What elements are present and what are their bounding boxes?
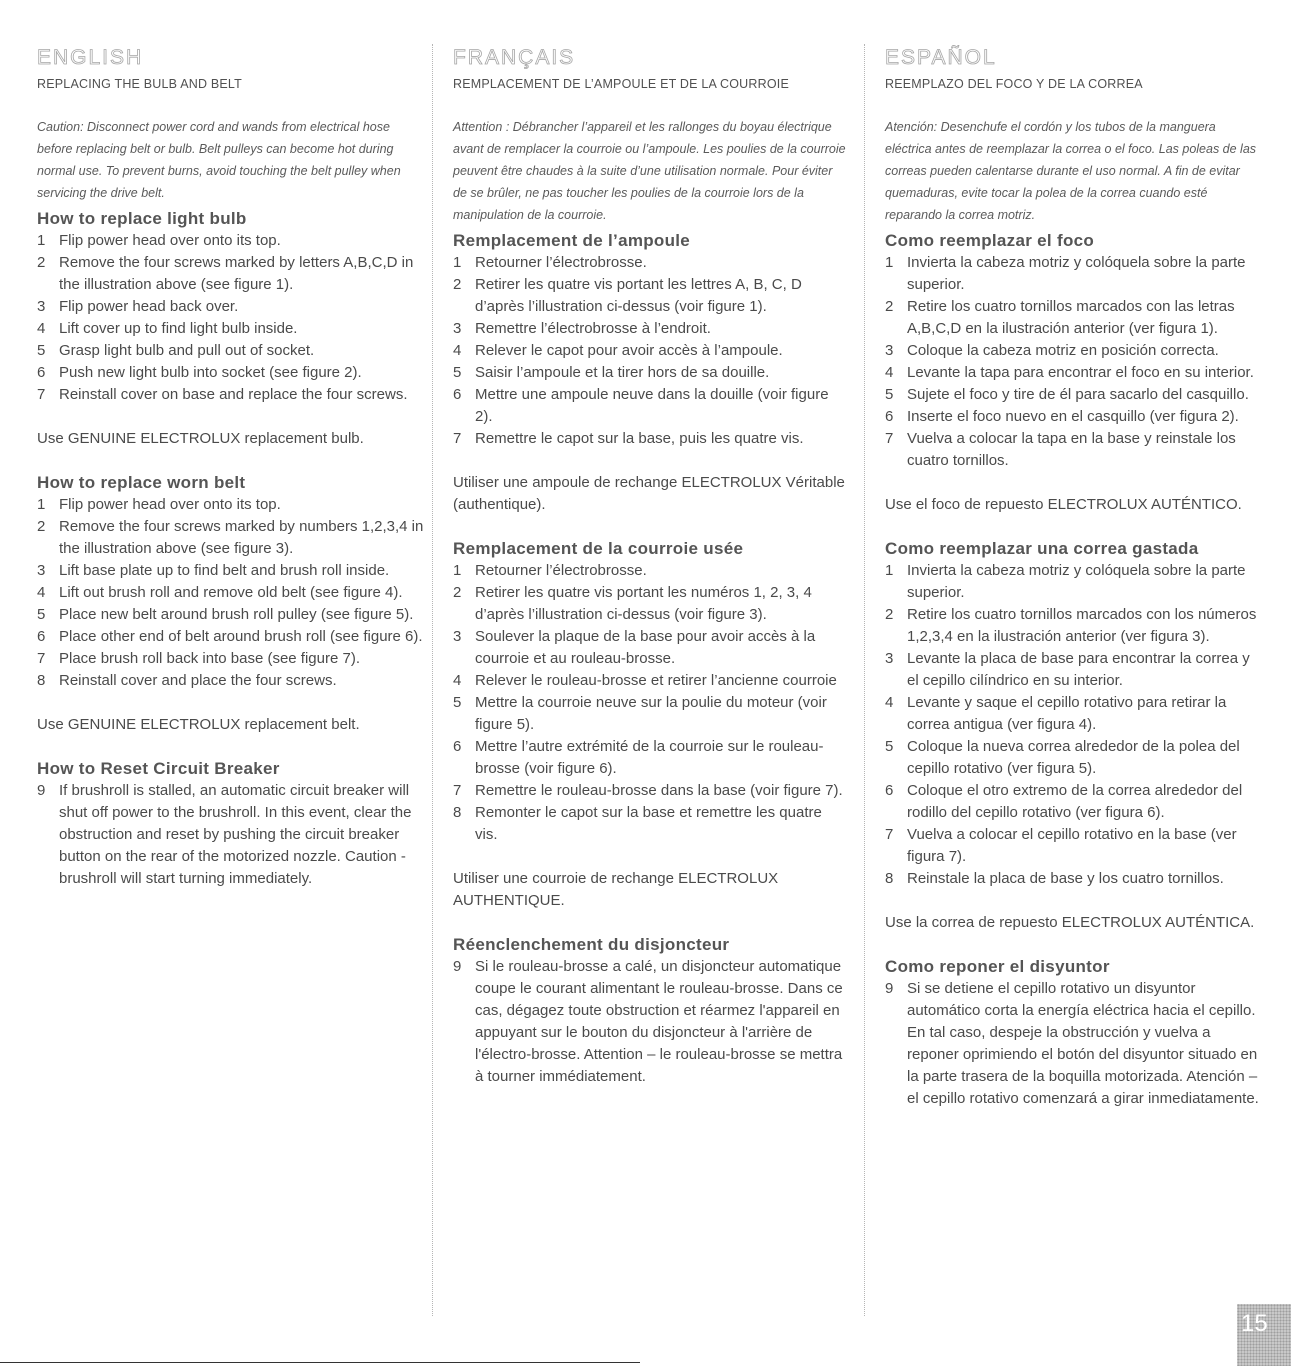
- caution-text: Caution: Disconnect power cord and wands from electrical hose before replacing belt or bulb. Belt pulleys can become hot during normal use. To prevent burns, avoid touching the belt pulley when servicing the drive belt.: [37, 120, 401, 200]
- step-item: [885, 604, 1265, 648]
- step-text: Mettre l’autre extrémité de la courroie sur le rouleau-brosse (voir figure 6).: [475, 738, 824, 777]
- belt-steps: [453, 560, 848, 846]
- step-number: 4: [37, 584, 46, 601]
- step-number: 6: [37, 364, 46, 381]
- breaker-heading: Réenclenchement du disjoncteur: [453, 935, 730, 954]
- step-item: [37, 604, 427, 626]
- step-item: [885, 868, 1265, 890]
- step-item: [453, 780, 848, 802]
- step-item: [885, 384, 1265, 406]
- step-text: Flip power head over onto its top.: [59, 496, 281, 513]
- step-text: Place new belt around brush roll pulley (see figure 5).: [59, 606, 414, 623]
- step-text: Vuelva a colocar el cepillo rotativo en la base (ver figura 7).: [907, 826, 1237, 865]
- bulb-steps: [37, 230, 427, 406]
- step-item: [885, 780, 1265, 824]
- step-item: [37, 560, 427, 582]
- bulb-heading: How to replace light bulb: [37, 209, 247, 228]
- step-item: [37, 296, 427, 318]
- step-item: [453, 582, 848, 626]
- step-text: Mettre une ampoule neuve dans la douille (voir figure 2).: [475, 386, 829, 425]
- step-number: 1: [885, 562, 894, 579]
- step-text: Place other end of belt around brush roll (see figure 6).: [59, 628, 423, 645]
- step-item: [453, 274, 848, 318]
- step-text: If brushroll is stalled, an automatic circuit breaker will shut off power to the brushroll. In this event, clear the obstruction and reset by pushing the circuit breaker button on the rear of the motorized nozzle. Caution - brushroll will start turning immediately.: [59, 782, 412, 887]
- step-text: Inserte el foco nuevo en el casquillo (ver figura 2).: [907, 408, 1239, 425]
- breaker-steps: [453, 956, 848, 1088]
- step-text: Mettre la courroie neuve sur la poulie du moteur (voir figure 5).: [475, 694, 827, 733]
- spanish-column: [885, 46, 1265, 1110]
- step-text: Vuelva a colocar la tapa en la base y reinstale los cuatro tornillos.: [907, 430, 1236, 469]
- step-number: 9: [37, 782, 46, 799]
- step-item: [37, 516, 427, 560]
- belt-steps: [37, 494, 427, 692]
- step-item: [885, 296, 1265, 340]
- step-item: [37, 494, 427, 516]
- step-item: [453, 956, 848, 1088]
- step-text: Invierta la cabeza motriz y colóquela sobre la parte superior.: [907, 254, 1246, 293]
- step-text: Grasp light bulb and pull out of socket.: [59, 342, 315, 359]
- step-text: Si se detiene el cepillo rotativo un disyuntor automático corta la energía eléctrica hacia el cepillo. En tal caso, despeje la obstrucción y vuelva a reponer oprimiendo el botón del disyuntor situado en la parte trasera de la boquilla motorizada. Atención – el cepillo rotativo comenzará a girar inmediatamente.: [907, 980, 1259, 1107]
- step-number: 6: [453, 738, 462, 755]
- step-text: Remove the four screws marked by letters A,B,C,D in the illustration above (see figure 1).: [59, 254, 414, 293]
- step-number: 7: [37, 386, 46, 403]
- step-text: Retirer les quatre vis portant les numéros 1, 2, 3, 4 d’après l’illustration ci-dessus (voir figure 3).: [475, 584, 812, 623]
- step-number: 5: [453, 364, 462, 381]
- step-item: [453, 692, 848, 736]
- step-number: 1: [453, 562, 462, 579]
- step-item: [37, 362, 427, 384]
- step-number: 7: [885, 826, 894, 843]
- step-number: 3: [37, 562, 46, 579]
- bottom-rule: [0, 1362, 640, 1363]
- step-item: [453, 802, 848, 846]
- step-number: 1: [885, 254, 894, 271]
- step-text: Reinstall cover on base and replace the four screws.: [59, 386, 408, 403]
- english-column: [37, 46, 427, 890]
- belt-heading: How to replace worn belt: [37, 473, 246, 492]
- step-text: Retourner l’électrobrosse.: [475, 562, 647, 579]
- step-item: [453, 560, 848, 582]
- step-item: [885, 736, 1265, 780]
- step-text: Remonter le capot sur la base et remettre les quatre vis.: [475, 804, 822, 843]
- step-item: [37, 626, 427, 648]
- step-text: Retire los cuatro tornillos marcados con las letras A,B,C,D en la ilustración anterior (ver figura 1).: [907, 298, 1235, 337]
- step-item: [885, 340, 1265, 362]
- step-text: Retirer les quatre vis portant les lettres A, B, C, D d’après l’illustration ci-dessus (voir figure 1).: [475, 276, 802, 315]
- step-item: [453, 318, 848, 340]
- step-number: 4: [37, 320, 46, 337]
- step-item: [37, 582, 427, 604]
- step-item: [885, 362, 1265, 384]
- step-number: 6: [885, 408, 894, 425]
- step-number: 9: [453, 958, 462, 975]
- step-text: Lift base plate up to find belt and brush roll inside.: [59, 562, 390, 579]
- step-number: 8: [885, 870, 894, 887]
- step-number: 7: [885, 430, 894, 447]
- step-text: Lift cover up to find light bulb inside.: [59, 320, 298, 337]
- step-number: 2: [453, 276, 462, 293]
- step-text: Levante la placa de base para encontrar la correa y el cepillo cilíndrico en su interior.: [907, 650, 1250, 689]
- belt-note: Utiliser une courroie de rechange ELECTROLUX AUTHENTIQUE.: [453, 870, 779, 909]
- step-number: 3: [885, 650, 894, 667]
- step-number: 5: [37, 606, 46, 623]
- bulb-steps: [453, 252, 848, 450]
- step-item: [885, 560, 1265, 604]
- step-number: 4: [885, 364, 894, 381]
- section-subtitle: REEMPLAZO DEL FOCO Y DE LA CORREA: [885, 77, 1143, 91]
- step-text: Coloque la nueva correa alrededor de la polea del cepillo rotativo (ver figura 5).: [907, 738, 1240, 777]
- step-item: [37, 318, 427, 340]
- belt-note: Use la correa de repuesto ELECTROLUX AUTÉNTICA.: [885, 914, 1255, 931]
- language-title: ENGLISH: [37, 46, 144, 69]
- caution-text: Atención: Desenchufe el cordón y los tubos de la manguera eléctrica antes de reemplazar la correa o el foco. Las poleas de las correas pueden calentarse durante el uso normal. A fin de evitar quemaduras, evite tocar la polea de la correa cuando esté reparando la correa motriz.: [885, 120, 1257, 222]
- step-number: 4: [885, 694, 894, 711]
- step-item: [885, 428, 1265, 472]
- step-item: [453, 340, 848, 362]
- step-item: [37, 670, 427, 692]
- caution-text: Attention : Débrancher l’appareil et les rallonges du boyau électrique avant de remplacer la courroie ou l’ampoule. Les poulies de la courroie peuvent être chaudes à la suite d’une utilisation normale. Pour éviter de se brûler, ne pas toucher les poulies de la courroie lors de la manipulation de la courroie.: [453, 120, 846, 222]
- step-number: 8: [453, 804, 462, 821]
- column-divider-left: [432, 44, 433, 1316]
- step-item: [37, 230, 427, 252]
- bulb-note: Use el foco de repuesto ELECTROLUX AUTÉNTICO.: [885, 496, 1242, 513]
- step-number: 6: [37, 628, 46, 645]
- step-text: Relever le capot pour avoir accès à l’ampoule.: [475, 342, 783, 359]
- step-number: 3: [37, 298, 46, 315]
- step-text: Remettre le capot sur la base, puis les quatre vis.: [475, 430, 804, 447]
- step-number: 7: [37, 650, 46, 667]
- bulb-steps: [885, 252, 1265, 472]
- step-number: 2: [37, 254, 46, 271]
- step-item: [37, 252, 427, 296]
- step-number: 6: [885, 782, 894, 799]
- step-number: 2: [885, 298, 894, 315]
- step-number: 4: [453, 342, 462, 359]
- step-text: Retourner l’électrobrosse.: [475, 254, 647, 271]
- step-number: 5: [37, 342, 46, 359]
- step-item: [885, 406, 1265, 428]
- french-column: [453, 46, 848, 1088]
- step-item: [453, 626, 848, 670]
- step-text: Push new light bulb into socket (see figure 2).: [59, 364, 362, 381]
- language-title: FRANÇAIS: [453, 46, 576, 69]
- step-number: 9: [885, 980, 894, 997]
- step-text: Coloque la cabeza motriz en posición correcta.: [907, 342, 1219, 359]
- breaker-heading: How to Reset Circuit Breaker: [37, 759, 280, 778]
- step-number: 4: [453, 672, 462, 689]
- step-text: Remove the four screws marked by numbers 1,2,3,4 in the illustration above (see figure 3).: [59, 518, 424, 557]
- step-item: [453, 670, 848, 692]
- language-title: ESPAÑOL: [885, 46, 997, 69]
- step-number: 2: [453, 584, 462, 601]
- step-item: [453, 252, 848, 274]
- page-number: 15: [1237, 1304, 1291, 1366]
- step-item: [37, 648, 427, 670]
- belt-note: Use GENUINE ELECTROLUX replacement belt.: [37, 716, 360, 733]
- step-number: 5: [885, 738, 894, 755]
- step-text: Lift out brush roll and remove old belt (see figure 4).: [59, 584, 403, 601]
- step-text: Remettre le rouleau-brosse dans la base (voir figure 7).: [475, 782, 843, 799]
- step-number: 5: [453, 694, 462, 711]
- step-item: [885, 824, 1265, 868]
- belt-steps: [885, 560, 1265, 890]
- step-item: [453, 362, 848, 384]
- step-number: 6: [453, 386, 462, 403]
- step-item: [453, 736, 848, 780]
- step-text: Reinstall cover and place the four screws.: [59, 672, 337, 689]
- step-number: 2: [37, 518, 46, 535]
- step-text: Relever le rouleau-brosse et retirer l’ancienne courroie: [475, 672, 837, 689]
- step-number: 7: [453, 782, 462, 799]
- bulb-heading: Remplacement de l’ampoule: [453, 231, 691, 250]
- bulb-heading: Como reemplazar el foco: [885, 231, 1095, 250]
- step-text: Retire los cuatro tornillos marcados con los números 1,2,3,4 en la ilustración anterior (ver figura 3).: [907, 606, 1257, 645]
- breaker-steps: [37, 780, 427, 890]
- section-subtitle: REPLACING THE BULB AND BELT: [37, 77, 242, 91]
- breaker-heading: Como reponer el disyuntor: [885, 957, 1110, 976]
- breaker-steps: [885, 978, 1265, 1110]
- step-number: 1: [37, 496, 46, 513]
- step-number: 3: [885, 342, 894, 359]
- step-text: Soulever la plaque de la base pour avoir accès à la courroie et au rouleau-brosse.: [475, 628, 816, 667]
- step-number: 3: [453, 628, 462, 645]
- step-number: 1: [37, 232, 46, 249]
- step-item: [885, 978, 1265, 1110]
- step-text: Reinstale la placa de base y los cuatro tornillos.: [907, 870, 1224, 887]
- step-number: 1: [453, 254, 462, 271]
- belt-heading: Remplacement de la courroie usée: [453, 539, 744, 558]
- step-text: Levante y saque el cepillo rotativo para retirar la correa antigua (ver figura 4).: [907, 694, 1227, 733]
- step-number: 8: [37, 672, 46, 689]
- step-item: [453, 428, 848, 450]
- step-item: [37, 340, 427, 362]
- step-number: 3: [453, 320, 462, 337]
- bulb-note: Utiliser une ampoule de rechange ELECTROLUX Véritable (authentique).: [453, 474, 845, 513]
- step-number: 2: [885, 606, 894, 623]
- step-text: Remettre l’électrobrosse à l’endroit.: [475, 320, 711, 337]
- step-text: Si le rouleau-brosse a calé, un disjoncteur automatique coupe le courant alimentant le rouleau-brosse. Dans ce cas, dégagez toute obstruction et réarmez l'appareil en appuyant sur le bouton du disjoncteur à l'arrière de l'électro-brosse. Attention – le rouleau-brosse se mettra à tourner immédiatement.: [475, 958, 843, 1085]
- step-text: Invierta la cabeza motriz y colóquela sobre la parte superior.: [907, 562, 1246, 601]
- step-item: [885, 692, 1265, 736]
- step-text: Levante la tapa para encontrar el foco en su interior.: [907, 364, 1254, 381]
- bulb-note: Use GENUINE ELECTROLUX replacement bulb.: [37, 430, 364, 447]
- section-subtitle: REMPLACEMENT DE L’AMPOULE ET DE LA COURROIE: [453, 77, 789, 91]
- step-text: Flip power head back over.: [59, 298, 239, 315]
- step-item: [37, 384, 427, 406]
- belt-heading: Como reemplazar una correa gastada: [885, 539, 1199, 558]
- step-item: [37, 780, 427, 890]
- step-text: Saisir l’ampoule et la tirer hors de sa douille.: [475, 364, 770, 381]
- step-text: Flip power head over onto its top.: [59, 232, 281, 249]
- step-number: 7: [453, 430, 462, 447]
- step-text: Sujete el foco y tire de él para sacarlo del casquillo.: [907, 386, 1249, 403]
- step-item: [885, 648, 1265, 692]
- step-text: Coloque el otro extremo de la correa alrededor del rodillo del cepillo rotativo (ver figura 6).: [907, 782, 1243, 821]
- step-item: [885, 252, 1265, 296]
- column-divider-right: [864, 44, 865, 1316]
- step-item: [453, 384, 848, 428]
- step-number: 5: [885, 386, 894, 403]
- step-text: Place brush roll back into base (see figure 7).: [59, 650, 360, 667]
